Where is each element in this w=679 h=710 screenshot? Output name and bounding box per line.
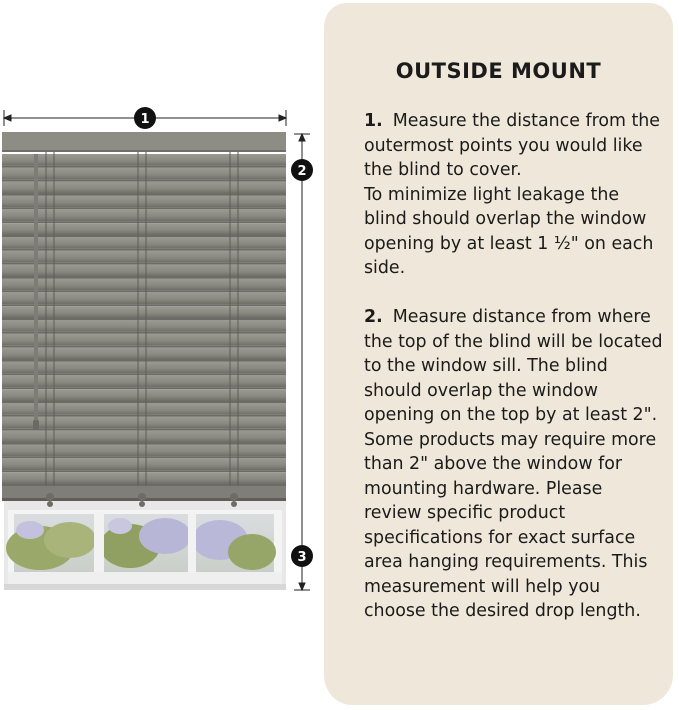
- blind-slat: [2, 417, 286, 429]
- blind-slat-shadow: [2, 456, 286, 458]
- card-title: OUTSIDE MOUNT: [395, 59, 602, 83]
- instruction-card: [322, 3, 673, 705]
- blind-slat-shadow: [2, 290, 286, 292]
- blind-slat: [2, 251, 286, 263]
- blind-slat-shadow: [2, 346, 286, 348]
- blind-slat: [2, 292, 286, 304]
- blind-slat-shadow: [2, 180, 286, 182]
- blind-slat-shadow: [2, 221, 286, 223]
- blind-slat: [2, 154, 286, 166]
- blind-slat: [2, 279, 286, 291]
- step-text: Measure distance from where the top of the blind will be located to the window sill. The blind should overlap the window opening on the top by at least 2". Some products may require more than 2" above the window for mounting hardware. Please review specific product specifications for exact surface area hanging requirements. This measurement will help you choose the desired drop length.: [364, 307, 663, 621]
- svg-text:3: 3: [297, 550, 307, 565]
- blind-slat: [2, 237, 286, 249]
- window-frame: [4, 500, 286, 590]
- blind-slat-shadow: [2, 277, 286, 279]
- blind-slat-shadow: [2, 304, 286, 306]
- blind-slat: [2, 320, 286, 332]
- blind-slat: [2, 445, 286, 457]
- blind-slat-shadow: [2, 360, 286, 362]
- blind-slat: [2, 223, 286, 235]
- blind-slat: [2, 196, 286, 208]
- blind-slat-shadow: [2, 387, 286, 389]
- blind-slat-shadow: [2, 401, 286, 403]
- blind-slat-shadow: [2, 207, 286, 209]
- blind-slat: [2, 458, 286, 470]
- blind-slat-shadow: [2, 318, 286, 320]
- step-text: Measure the distance from the outermost points you would like the blind to cover. To minimize light leakage the blind should overlap the window opening by at least 1 ½" on each side.: [364, 111, 660, 278]
- marker-2: [291, 159, 313, 181]
- blind-slat: [2, 389, 286, 401]
- blind-slat-shadow: [2, 263, 286, 265]
- blind-slat: [2, 306, 286, 318]
- blind: [2, 132, 286, 507]
- tilt-wand: [34, 154, 38, 424]
- blind-diagram: [0, 0, 322, 710]
- step-number: 1.: [364, 111, 383, 131]
- blind-slat: [2, 209, 286, 221]
- blind-slat-shadow: [2, 443, 286, 445]
- blind-slat: [2, 472, 286, 484]
- blind-slat-shadow: [2, 429, 286, 431]
- blind-slat-shadow: [2, 415, 286, 417]
- blind-slat: [2, 375, 286, 387]
- step-1: [364, 109, 664, 281]
- blind-slat-shadow: [2, 166, 286, 168]
- step-number: 2.: [364, 307, 383, 327]
- marker-3: [291, 545, 313, 567]
- svg-text:2: 2: [297, 164, 307, 179]
- blind-slat-shadow: [2, 194, 286, 196]
- blind-slat-shadow: [2, 470, 286, 472]
- blind-slat: [2, 265, 286, 277]
- blind-slat: [2, 182, 286, 194]
- marker-1: [134, 107, 156, 129]
- blind-slat-shadow: [2, 332, 286, 334]
- blind-slat: [2, 348, 286, 360]
- blind-slat-shadow: [2, 373, 286, 375]
- instruction-steps: [364, 109, 664, 648]
- blind-slats: [2, 154, 286, 486]
- blind-slat: [2, 362, 286, 374]
- blind-slat: [2, 168, 286, 180]
- window-panes: [6, 514, 276, 572]
- step-2: [364, 305, 664, 624]
- blind-slat-shadow: [2, 484, 286, 486]
- headrail: [2, 132, 286, 152]
- blind-slat: [2, 334, 286, 346]
- blind-slat: [2, 431, 286, 443]
- svg-text:1: 1: [140, 112, 150, 127]
- blind-slat: [2, 403, 286, 415]
- blind-slat-shadow: [2, 235, 286, 237]
- height-dimension: [294, 134, 310, 590]
- blind-slat-shadow: [2, 249, 286, 251]
